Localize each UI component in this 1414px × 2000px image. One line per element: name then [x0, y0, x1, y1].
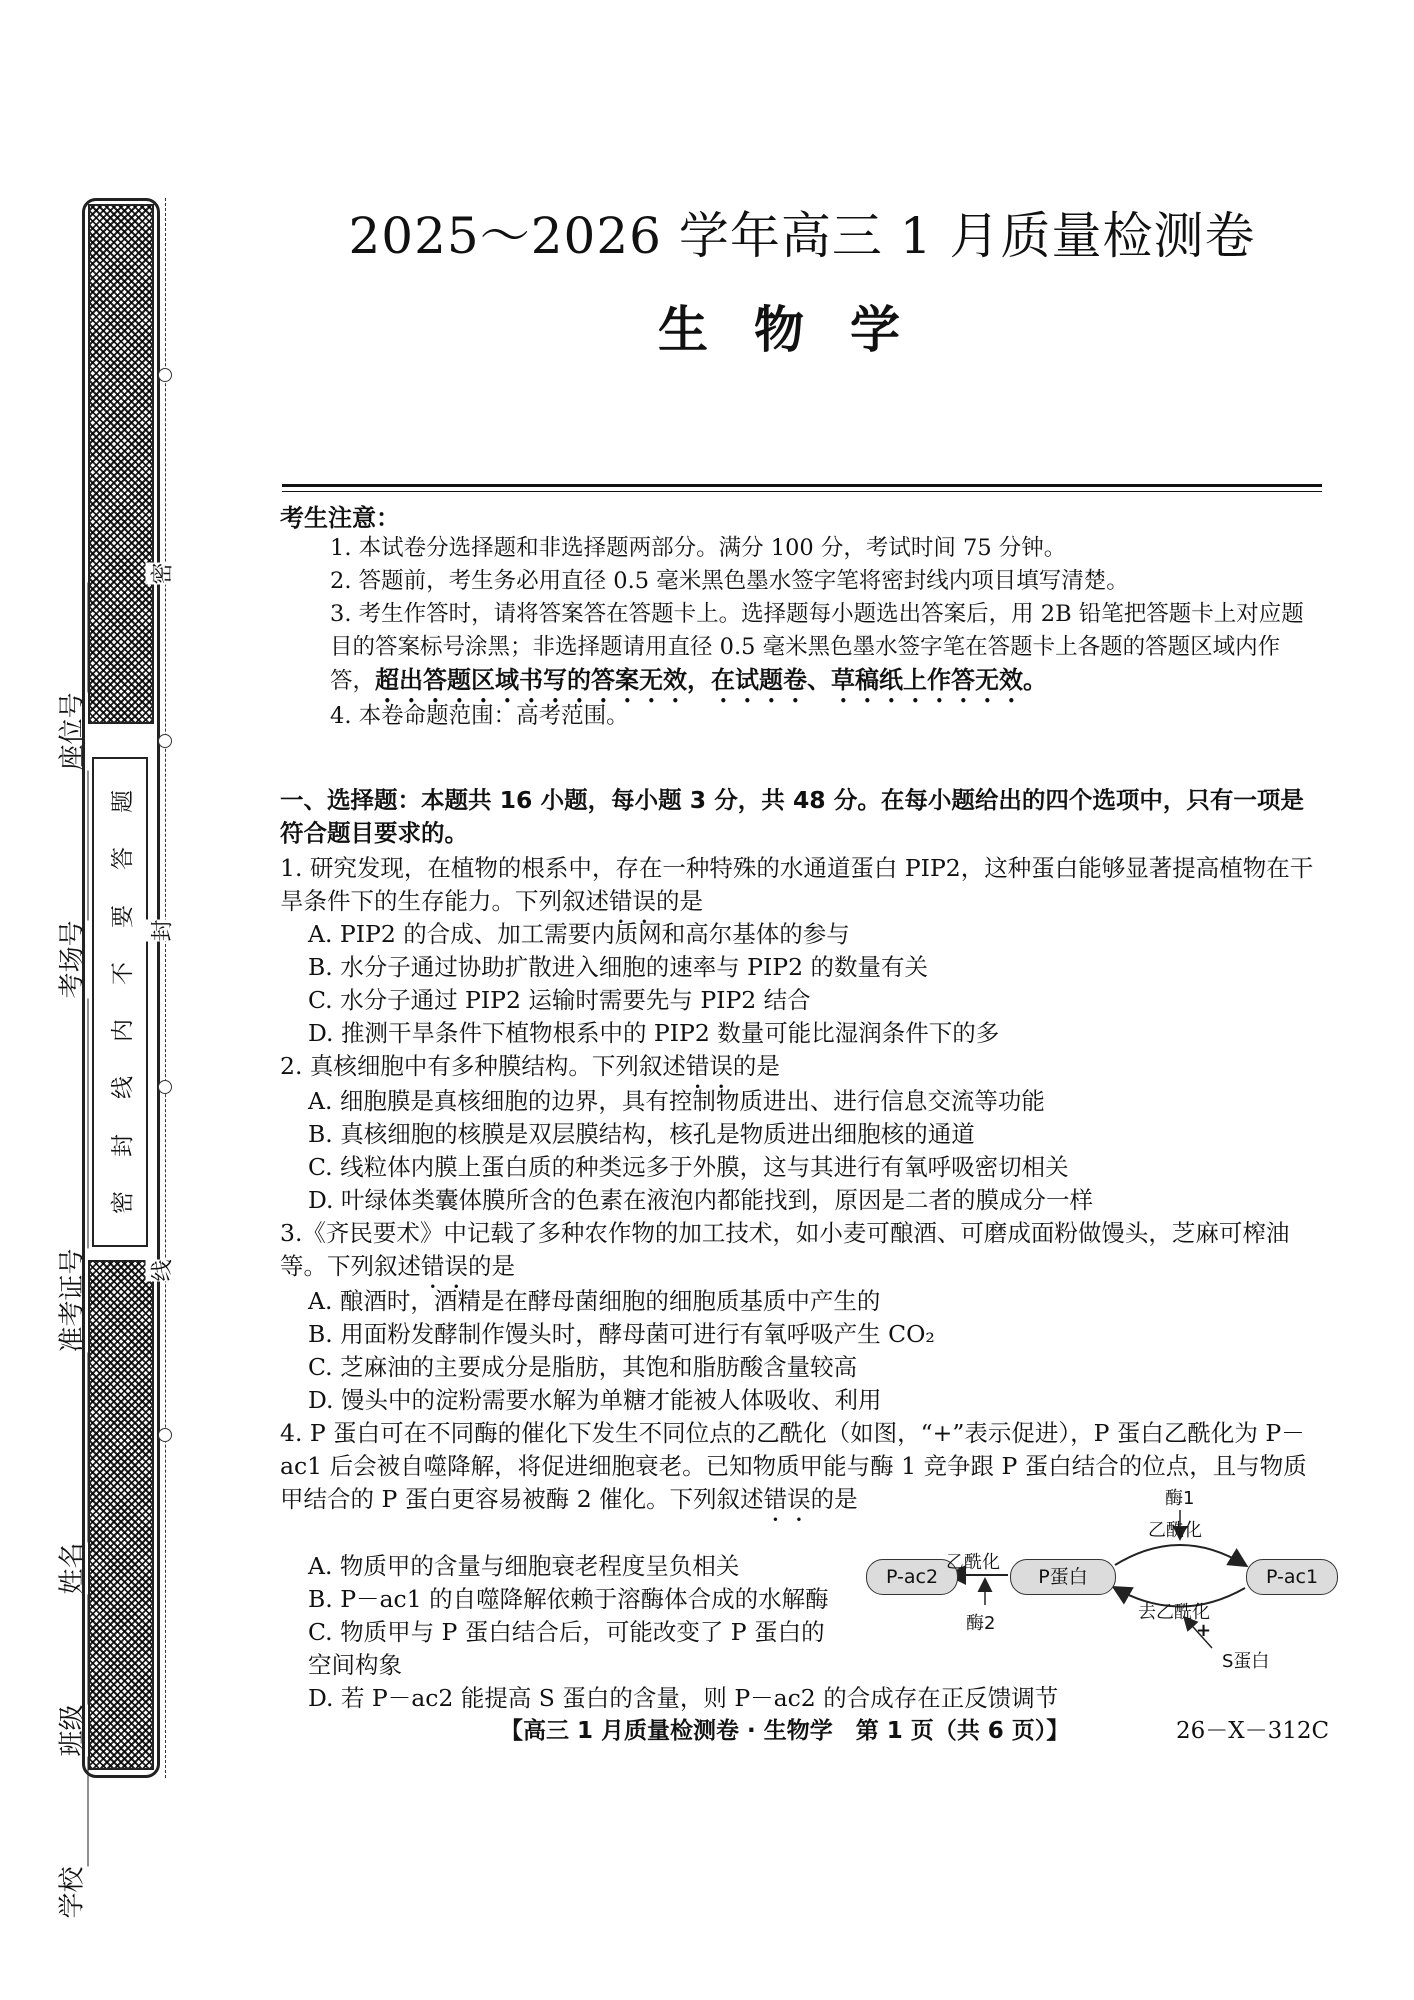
label-s-protein: S蛋白 [1222, 1651, 1270, 1672]
seal-char-feng: 封 [146, 919, 177, 941]
label-deacetylation: 去乙酰化 [1138, 1602, 1210, 1623]
binding-hole [158, 1428, 172, 1442]
question-3-option-b[interactable]: B. 用面粉发酵制作馒头时，酵母菌可进行有氧呼吸产生 CO₂ [308, 1320, 935, 1348]
notice-item-2: 2. 答题前，考生务必用直径 0.5 毫米黑色墨水签字笔将密封线内项目填写清楚。 [330, 568, 1129, 594]
question-3-stem: 3.《齐民要术》中记载了多种农作物的加工技术，如小麦可酿酒、可磨成面粉做馒头，芝麻可榨油等。下列叙述错误的是 [280, 1219, 1290, 1280]
question-3-option-a[interactable]: A. 酿酒时，酒精是在酵母菌细胞的细胞质基质中产生的 [308, 1287, 881, 1315]
question-2-option-d[interactable]: D. 叶绿体类囊体膜所含的色素在液泡内都能找到，原因是二者的膜成分一样 [308, 1186, 1093, 1214]
notice-char: 封 [109, 1133, 136, 1157]
question-2-option-b[interactable]: B. 真核细胞的核膜是双层膜结构，核孔是物质进出细胞核的通道 [308, 1120, 975, 1148]
hatch-pattern-top [88, 204, 154, 724]
notice-char: 答 [109, 847, 136, 871]
seal-char-mi: 密 [146, 562, 177, 584]
question-4-stem: 4. P 蛋白可在不同酶的催化下发生不同位点的乙酰化（如图，“+”表示促进），P 蛋白乙酰化为 P－ac1 后会被自噬降解，将促进细胞衰老。已知物质甲能与酶 1 竞争跟 P 蛋白结合的位点，且与物质甲结合的 P 蛋白更容易被酶 2 催化。下列叙述错误的是 [280, 1419, 1307, 1513]
notice-char: 线 [109, 1076, 136, 1100]
question-4-option-b[interactable]: B. P－ac1 的自噬降解依赖于溶酶体合成的水解酶 [308, 1585, 829, 1613]
notice-char: 要 [109, 904, 136, 928]
notice-item-1: 1. 本试卷分选择题和非选择题两部分。满分 100 分，考试时间 75 分钟。 [330, 535, 1067, 561]
question-4-option-c[interactable]: C. 物质甲与 P 蛋白结合后，可能改变了 P 蛋白的空间构象 [308, 1618, 825, 1679]
question-1-option-c[interactable]: C. 水分子通过 PIP2 运输时需要先与 PIP2 结合 [308, 986, 811, 1014]
section-heading: 一、选择题：本题共 16 小题，每小题 3 分，共 48 分。在每小题给出的四个选项中，只有一项是符合题目要求的。 [280, 786, 1304, 847]
node-p-protein: P蛋白 [1010, 1559, 1116, 1595]
paper-code: 26－X－312C [1176, 1718, 1330, 1744]
question-1-stem: 1. 研究发现，在植物的根系中，存在一种特殊的水通道蛋白 PIP2，这种蛋白能够显著提高植物在干旱条件下的生存能力。下列叙述错误的是 [280, 854, 1314, 915]
exam-title: 2025～2026 学年高三 1 月质量检测卷 [348, 207, 1256, 265]
header-rule [282, 484, 1322, 487]
label-plus: + [1196, 1620, 1212, 1641]
field-name[interactable]: 姓名 [52, 1352, 89, 1594]
notice-title: 考生注意： [280, 504, 400, 532]
question-3-option-c[interactable]: C. 芝麻油的主要成分是脂肪，其饱和脂肪酸含量较高 [308, 1353, 858, 1381]
page-footer: 【高三 1 月质量检测卷 · 生物学 第 1 页（共 6 页）】 [500, 1718, 1070, 1744]
question-1-option-a[interactable]: A. PIP2 的合成、加工需要内质网和高尔基体的参与 [308, 920, 850, 948]
node-p-ac1: P-ac1 [1246, 1559, 1338, 1595]
notice-char: 内 [109, 1019, 136, 1043]
label-enzyme1: 酶1 [1165, 1488, 1195, 1509]
notice-item-4: 4. 本卷命题范围：高考范围。 [330, 703, 629, 729]
binding-hole [158, 1080, 172, 1094]
notice-char: 题 [109, 790, 136, 814]
student-info-fields [52, 419, 89, 1919]
question-1-option-d[interactable]: D. 推测干旱条件下植物根系中的 PIP2 数量可能比湿润条件下的多 [308, 1019, 1000, 1047]
question-2-stem: 2. 真核细胞中有多种膜结构。下列叙述错误的是 [280, 1052, 780, 1080]
header-rule-thin [282, 491, 1322, 492]
notice-item-3: 3. 考生作答时，请将答案答在答题卡上。选择题每小题选出答案后，用 2B 铅笔把答题卡上对应题目的答案标号涂黑；非选择题请用直径 0.5 毫米黑色墨水签字笔在答题卡上各题的答题区域内作答，超出答题区域书写的答案无效，在试题卷、草稿纸上作答无效。 [330, 601, 1304, 694]
notice-char: 不 [109, 961, 136, 985]
question-2-option-c[interactable]: C. 线粒体内膜上蛋白质的种类远多于外膜，这与其进行有氧呼吸密切相关 [308, 1153, 1069, 1181]
arrow-to-p-ac1 [1115, 1545, 1245, 1565]
field-seat[interactable]: 座位号 [52, 582, 89, 770]
node-p-ac2: P-ac2 [866, 1559, 958, 1595]
question-4-option-a[interactable]: A. 物质甲的含量与细胞衰老程度呈负相关 [308, 1552, 740, 1580]
question-1-option-b[interactable]: B. 水分子通过协助扩散进入细胞的速率与 PIP2 的数量有关 [308, 953, 929, 981]
subject-title: 生物学 [658, 301, 946, 359]
seal-notice-box [92, 757, 148, 1247]
question-3-option-d[interactable]: D. 馒头中的淀粉需要水解为单糖才能被人体吸收、利用 [308, 1386, 882, 1414]
binding-hole [158, 734, 172, 748]
binding-hole [158, 368, 172, 382]
notice-char: 密 [109, 1190, 136, 1214]
label-acetylation: 乙酰化 [1148, 1520, 1202, 1541]
notice-item-3-bold: 超出答题区域书写的答案无效，在试题卷、草稿纸上作答无效。 [375, 666, 1048, 694]
field-exam-room[interactable]: 考场号 [52, 770, 89, 998]
seal-dashed-line [165, 198, 166, 1778]
field-exam-id[interactable]: 准考证号 [52, 998, 89, 1352]
field-class[interactable]: 班级 [52, 1594, 89, 1756]
field-school[interactable]: 学校 [52, 1756, 89, 1918]
label-enzyme2: 酶2 [966, 1613, 996, 1634]
label-acetylation-left: 乙酰化 [946, 1552, 1000, 1573]
hatch-pattern-bottom [88, 1260, 154, 1770]
question-4-option-d[interactable]: D. 若 P－ac2 能提高 S 蛋白的含量，则 P－ac2 的合成存在正反馈调节 [308, 1684, 1059, 1712]
seal-char-xian: 线 [146, 1259, 177, 1281]
question-2-option-a[interactable]: A. 细胞膜是真核细胞的边界，具有控制物质进出、进行信息交流等功能 [308, 1087, 1045, 1115]
